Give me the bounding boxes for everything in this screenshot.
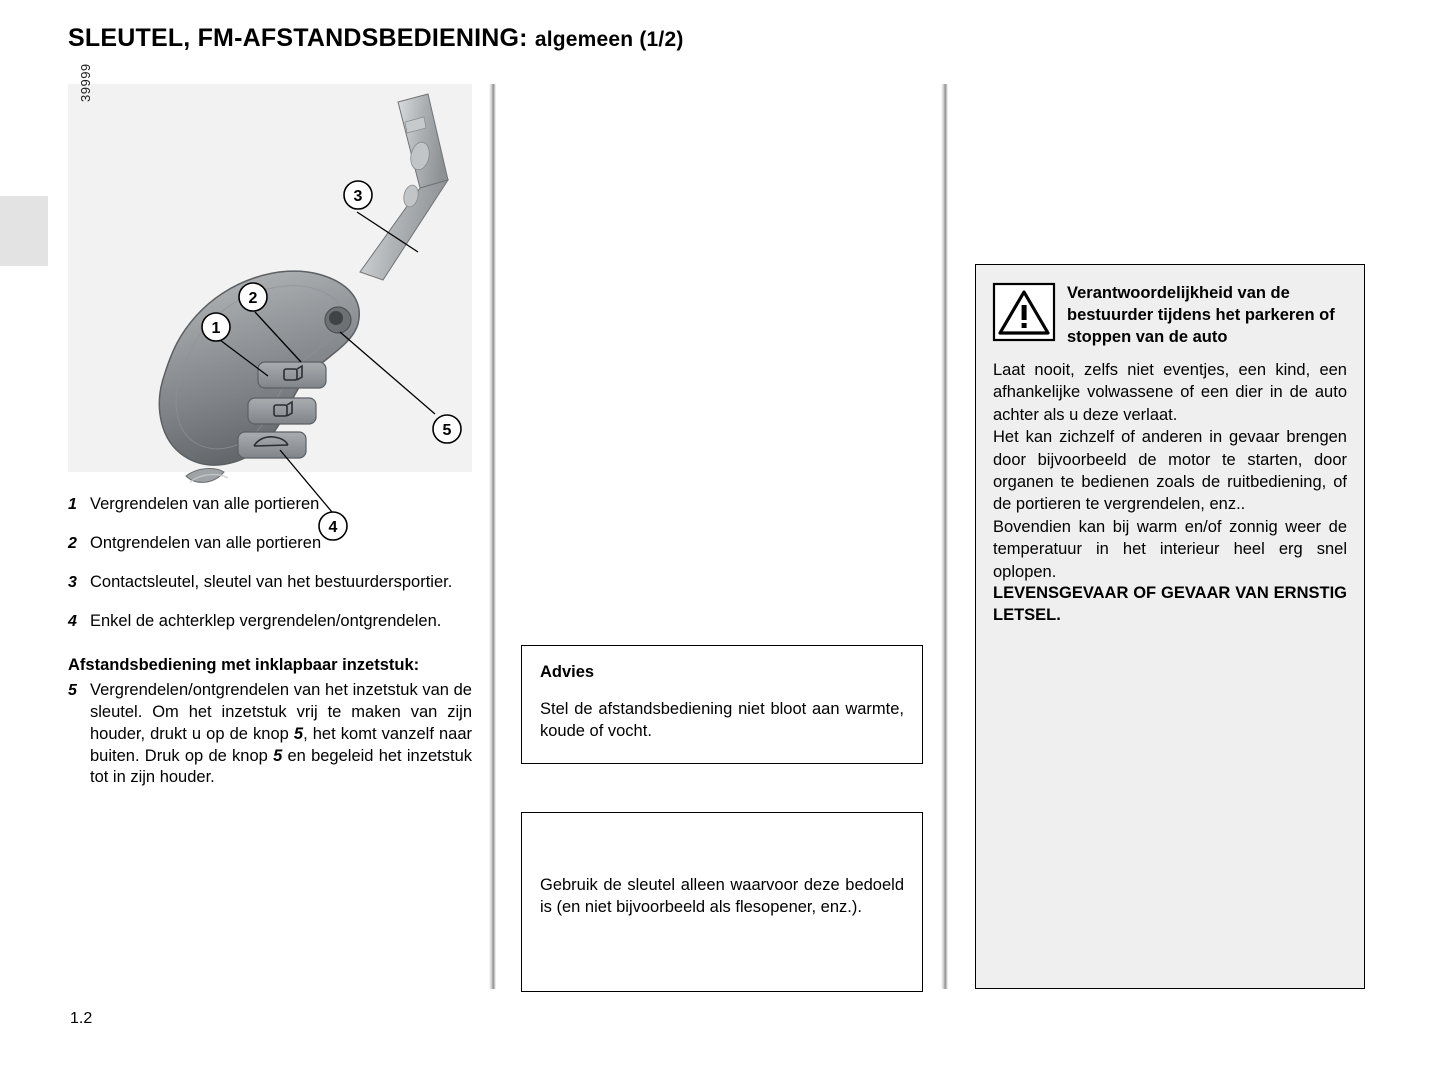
warning-triangle-icon xyxy=(993,283,1055,341)
page-title xyxy=(68,24,684,53)
svg-text:1: 1 xyxy=(211,320,221,337)
legend-label: Enkel de achterklep vergrendelen/ontgrendelen. xyxy=(90,611,442,630)
legend-label-part2: , het komt vanzelf naar buiten. Druk op de knop xyxy=(90,724,473,765)
warning-paragraph-3: Bovendien kan bij warm en/of zonnig weer de temperatuur in het interieur heel erg snel oplopen. xyxy=(993,517,1347,581)
list-item xyxy=(68,680,472,790)
chapter-edge-tab xyxy=(0,196,48,266)
figure-code: 39999 xyxy=(78,63,93,102)
usage-note-body: Gebruik de sleutel alleen waarvoor deze bedoeld is (en niet bijvoorbeeld als flesopener, enz.). xyxy=(540,876,904,917)
column-divider-right xyxy=(941,84,948,989)
svg-text:2: 2 xyxy=(248,290,258,307)
legend-label: Contactsleutel, sleutel van het bestuurdersportier. xyxy=(90,572,453,591)
svg-text:5: 5 xyxy=(442,422,452,439)
legend-label-part3: en begeleid het inzetstuk tot in zijn houder. xyxy=(90,746,472,787)
page-title-sub: algemeen (1/2) xyxy=(534,28,684,51)
list-item xyxy=(68,572,472,594)
warning-emphasis: LEVENSGEVAAR OF GEVAAR VAN ERNSTIG LETSEL. xyxy=(993,584,1347,625)
advice-note-body: Stel de afstandsbediening niet bloot aan warmte, koude of vocht. xyxy=(540,700,904,741)
list-item xyxy=(68,533,472,555)
legend-subheading: Afstandsbediening met inklapbaar inzetstuk: xyxy=(68,655,420,674)
legend-label xyxy=(90,680,472,790)
legend-number: 2 xyxy=(68,534,77,552)
advice-note-box xyxy=(521,645,923,764)
usage-note-box xyxy=(521,812,923,992)
warning-heading: Verantwoordelijkheid van de bestuurder tijdens het parkeren of stoppen van de auto xyxy=(1067,284,1335,346)
legend-label: Ontgrendelen van alle portieren xyxy=(90,533,322,552)
list-item xyxy=(68,494,472,516)
legend-label-part1: Vergrendelen/ontgrendelen van het inzetstuk van de sleutel. Om het inzetstuk vrij te maken van zijn houder, drukt u op de knop xyxy=(90,680,472,743)
column-one xyxy=(68,63,473,789)
svg-text:3: 3 xyxy=(353,188,363,205)
page-title-main: SLEUTEL, FM-AFSTANDSBEDIENING: xyxy=(68,24,528,52)
legend-label: Vergrendelen van alle portieren xyxy=(90,495,320,513)
warning-panel xyxy=(975,264,1365,989)
legend-number: 1 xyxy=(68,496,77,513)
legend-label-bold1: 5 xyxy=(293,724,304,743)
page-number: 1.2 xyxy=(70,1010,93,1027)
warning-body xyxy=(993,359,1347,627)
advice-note-title: Advies xyxy=(540,663,595,681)
warning-paragraph-1: Laat nooit, zelfs niet eventjes, een kind, een afhankelijke volwassene of een dier in de auto achter als u deze verlaat. xyxy=(993,360,1347,424)
legend-label-bold2: 5 xyxy=(273,746,283,765)
legend-number: 3 xyxy=(68,573,77,591)
warning-paragraph-2: Het kan zichzelf of anderen in gevaar brengen door bijvoorbeeld de motor te starten, door organen te bedienen zoals de ruitbediening, of de portieren te vergrendelen, enz.. xyxy=(993,428,1347,514)
svg-text:4: 4 xyxy=(328,519,338,536)
legend-list xyxy=(68,494,472,789)
column-divider-left xyxy=(489,84,496,989)
legend-number: 4 xyxy=(68,612,77,630)
warning-header xyxy=(993,283,1347,349)
legend-number: 5 xyxy=(68,681,77,699)
list-item xyxy=(68,611,472,633)
